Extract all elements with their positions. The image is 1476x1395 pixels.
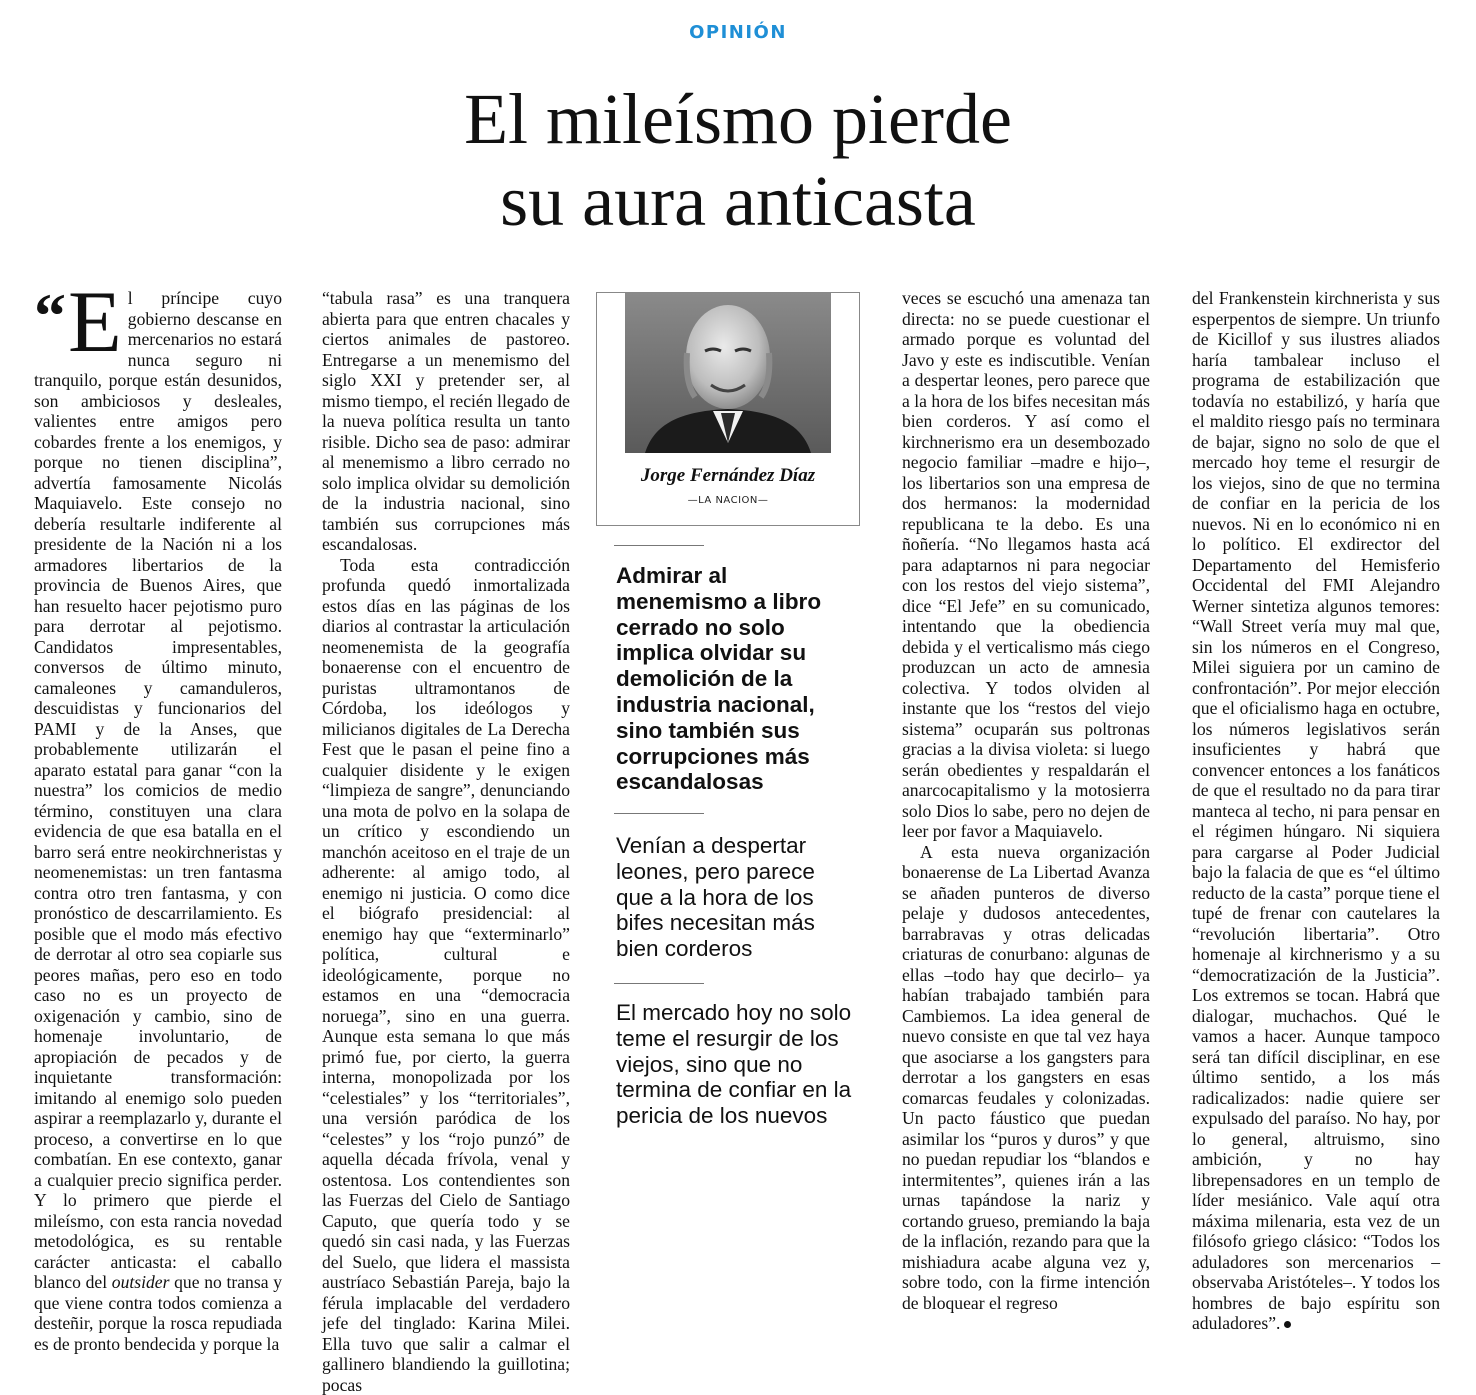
opening-paragraph bbox=[34, 288, 282, 1354]
quote-mark: “ bbox=[34, 290, 66, 342]
paragraph-text-end: que no transa y que viene contra todos comienza a desteñir, porque la rosca repudiada es de pronto bendecida y porque la bbox=[34, 1272, 282, 1354]
paragraph: Toda esta contradicción profunda quedó inmortalizada estos días en las páginas de los diarios al contrastar la articulación neomenemista de la geografía bonaerense con el encuentro de puristas ultramontanos de Córdoba, los ideólogos y milicianos digitales de La Derecha Fest que le pasan el peine fino a cualquier disidente y le exigen “limpieza de sangre”, denunciando una mota de polvo en la solapa de un crítico y escondiendo un manchón aceitoso en el traje de un adherente: al amigo todo, al enemigo ni justicia. O como dice el biógrafo presidencial: al enemigo hay que “exterminarlo” política, cultural e ideológicamente, porque no estamos en una “democracia noruega”, sino en una guerra. Aunque esta semana lo que más primó fue, por cierto, la guerra interna, monopolizada por los “celestiales” y los “territoriales”, una versión paródica de los “celestes” y los “rojo punzó” de aquella década frívola, venal y ostentosa. Los contendientes son las Fuerzas del Cielo de Santiago Caputo, que quería todo y se quedó sin casi nada, y las Fuerzas del Suelo, que lidera el massista austríaco Sebastián Pareja, bajo la férula implacable del verdadero jefe del tinglado: Karina Milei. Ella tuvo que salir a calmar el gallinero blandiendo la guillotina; pocas bbox=[322, 555, 570, 1395]
headline-line-1: El mileísmo pierde bbox=[0, 78, 1476, 160]
pull-quote-2: Venían a despertar leones, pero parece que a la hora de los bifes necesitan más bien corderos bbox=[616, 833, 856, 962]
section-label: OPINIÓN bbox=[0, 22, 1476, 43]
end-mark-icon bbox=[1284, 1321, 1291, 1328]
divider bbox=[614, 983, 704, 984]
author-box bbox=[596, 292, 860, 526]
headline-line-2: su aura anticasta bbox=[0, 160, 1476, 242]
italic-word: outsider bbox=[112, 1272, 170, 1292]
pull-quote-1: Admirar al menemismo a libro cerrado no solo implica olvidar su demolición de la industria nacional, sino también sus corrupciones más escandalosas bbox=[616, 563, 856, 795]
article-column-4 bbox=[902, 288, 1150, 1313]
author-portrait-icon bbox=[625, 293, 831, 453]
article-column-1 bbox=[34, 288, 282, 1354]
author-credit: —LA NACION— bbox=[597, 495, 859, 506]
paragraph-text: l príncipe cuyo gobierno descanse en mercenarios no estará nunca seguro ni tranquilo, porque están desunidos, son ambiciosos y desleales, valientes entre amigos pero cobardes frente a los enemigos, y porque no tienen disciplina”, advertía famosamente Nicolás Maquiavelo. Este consejo no debería resultarle indiferente al presidente de la Nación ni a los armadores libertarios de la provincia de Buenos Aires, que han resuelto hacer pejotismo puro para derrotar al pejotismo. Candidatos impresentables, conversos de último minuto, camaleones y camanduleros, descuidistas y funcionarios del PAMI y de la Anses, que probablemente utilizarán el aparato estatal para ganar “con la nuestra” los comicios de medio término, constituyen una clara evidencia de que esa batalla en el barro será entre neokirchneristas y neomenemistas: un tren fantasma contra otro tren fantasma, y con pronóstico de descarrilamiento. Es posible que el modo más efectivo de derrotar al otro sea copiarle sus peores mañas, pero eso en todo caso no es un proyecto de oxigenación y cambio, sino de homenaje involuntario, de apropiación de pecados y de inquietante transformación: imitando al enemigo solo pueden aspirar a reemplazarlo y, durante el proceso, a convertirse en lo que combatían. En ese contexto, ganar a cualquier precio significa perder. Y lo primero que pierde el mileísmo, con esta rancia novedad metodológica, es su rentable carácter anticasta: el caballo blanco del bbox=[34, 288, 282, 1292]
divider bbox=[614, 545, 704, 546]
article-column-5 bbox=[1192, 288, 1440, 1334]
headline bbox=[0, 78, 1476, 242]
paragraph: veces se escuchó una amenaza tan directa: no se puede cuestionar el armado porque es voluntad del Javo y este es indiscutible. Venían a despertar leones, pero parece que a la hora de los bifes necesitan más bien corderos. Y así como el kirchnerismo era un desembozado negocio familiar –madre e hijo–, los libertarios son una empresa de dos hermanos: la modernidad republicana te la debo. Es una ñoñería. “No llegamos hasta acá para adaptarnos ni para negociar con los restos del viejo sistema”, dice “El Jefe” en su comunicado, intentando que la obediencia debida y el verticalismo más ciego produzcan un acto de amnesia colectiva. Y todos olviden al instante que los “restos del viejo sistema” ocuparán sus poltronas gracias a la divisa violeta: si luego serán obedientes y respaldarán el anarcocapitalismo y la motosierra solo Dios lo sabe, pero no dejen de leer por favor a Maquiavelo. bbox=[902, 288, 1150, 842]
author-photo bbox=[625, 293, 831, 453]
paragraph: “tabula rasa” es una tranquera abierta para que entren chacales y ciertos animales de pastoreo. Entregarse a un menemismo del siglo XXI y pretender ser, al mismo tiempo, el recién llegado de la nueva política resulta un tanto risible. Dicho sea de paso: admirar al menemismo a libro cerrado no solo implica olvidar su demolición de la industria nacional, sino también sus corrupciones más escandalosas. bbox=[322, 288, 570, 555]
paragraph-text: del Frankenstein kirchnerista y sus esperpentos de siempre. Un triunfo de Kicillof y sus ilustres aliados haría tambalear incluso el programa de estabilización que todavía no estabilizó, y haría que el maldito riesgo país no terminara de bajar, signo no solo de que el mercado hoy teme el resurgir de los viejos, sino de que no termina de confiar en la pericia de los nuevos. Ni en lo económico ni en lo político. El exdirector del Departamento del Hemisferio Occidental del FMI Alejandro Werner sintetiza algunos temores: “Wall Street vería muy mal que, sin los números en el Congreso, Milei siguiera por un camino de confrontación”. Por mejor elección que el oficialismo haga en octubre, los números legislativos serán insuficientes y habrá que convencer entonces a los fanáticos de que el resultado no da para tirar manteca al techo, ni para pensar en el régimen húngaro. Ni siquiera para cargarse al Poder Judicial bajo la falacia de que es “el último reducto de la casta” porque tiene el tupé de frenar con cautelares la “revolución libertaria”. Otro homenaje al kirchnerismo y a su “democratización de la Justicia”. Los extremos se tocan. Habrá que dialogar, muchachos. Qué le vamos a hacer. Aunque tampoco será tan difícil disciplinar, en ese último sentido, a los más radicalizados: nadie quiere ser expulsado del paraíso. No hay, por lo general, altruismo, sino ambición, y no hay librepensadores en un templo de líder mesiánico. Vale aquí otra máxima milenaria, esta vez de un filósofo griego clásico: “Todos los aduladores son mercenarios –observaba Aristóteles–. Y todos los hombres de bajo espíritu son aduladores”. bbox=[1192, 288, 1440, 1333]
divider bbox=[614, 813, 704, 814]
article-column-2 bbox=[322, 288, 570, 1395]
paragraph bbox=[1192, 288, 1440, 1334]
drop-cap: E bbox=[68, 290, 122, 356]
paragraph: A esta nueva organización bonaerense de La Libertad Avanza se añaden punteros de diverso pelaje y dudosos antecedentes, barrabravas y otras delicadas criaturas de conurbano: algunas de ellas –todo hay que decirlo– ya habían trabajado también para Cambiemos. La idea general de nuevo consiste en que tal vez haya que asociarse a los gangsters para derrotar a los gangsters en esas comarcas feudales y colonizadas. Un pacto fáustico que puedan asimilar los “puros y duros” y que no puedan repudiar los “blandos e intermitentes”, quienes irán a las urnas tapándose la nariz y cortando grueso, premiando la baja de la inflación, rezando para que la mishiadura acabe alguna vez y, sobre todo, con la firme intención de bloquear el regreso bbox=[902, 842, 1150, 1314]
pull-quote-3: El mercado hoy no solo teme el resurgir de los viejos, sino que no termina de confiar en la pericia de los nuevos bbox=[616, 1000, 856, 1129]
author-name: Jorge Fernández Díaz bbox=[597, 465, 859, 487]
